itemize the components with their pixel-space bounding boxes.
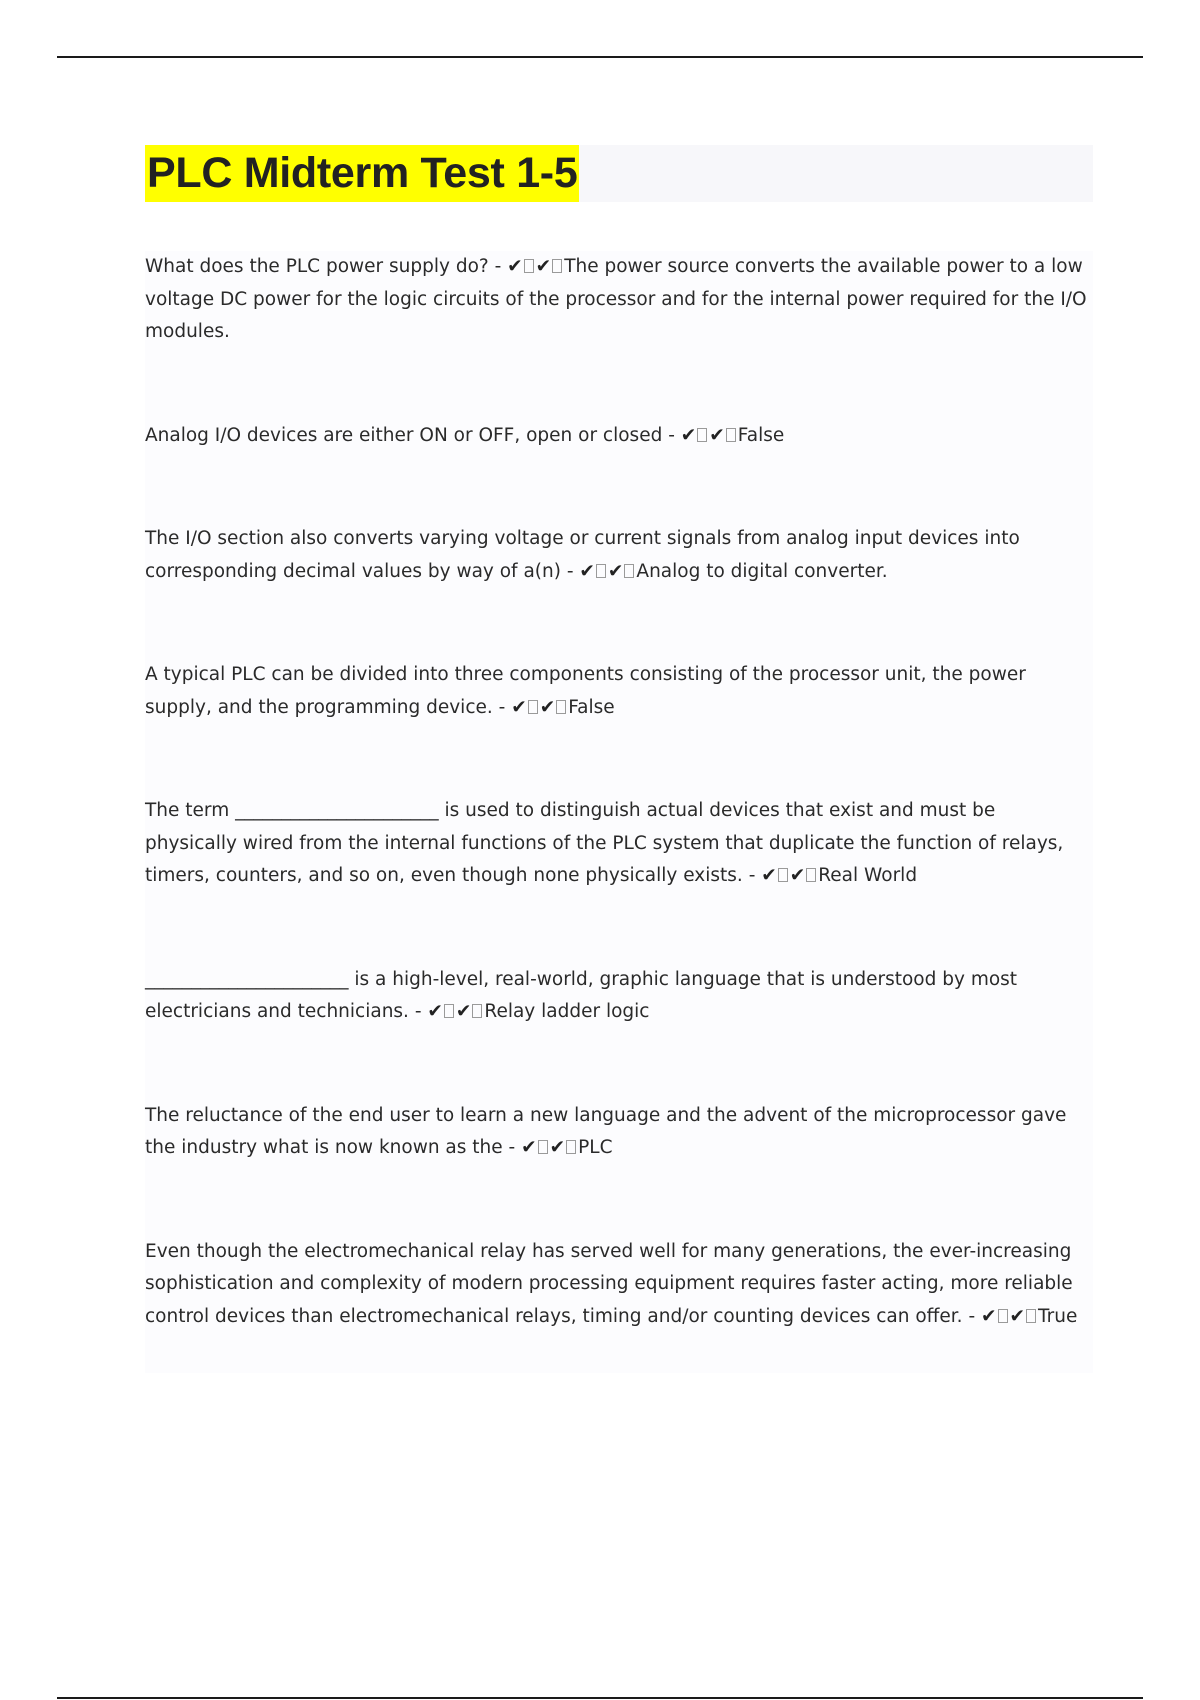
check-icon: ✔ xyxy=(535,256,552,277)
question-text: ______________________ is a high-level, real-world, graphic language that is understood by most electricians and technicians. xyxy=(145,968,1018,1022)
check-icon: ✔ xyxy=(680,424,697,446)
check-icon: ✔ xyxy=(427,1001,443,1022)
box-icon xyxy=(566,1140,576,1154)
box-icon xyxy=(472,1004,482,1018)
qa-item xyxy=(145,1100,1093,1165)
separator: - xyxy=(662,424,681,446)
box-icon xyxy=(552,259,562,273)
answer-text: False xyxy=(568,696,615,718)
separator: - xyxy=(962,1305,981,1327)
box-icon xyxy=(596,564,606,578)
box-icon xyxy=(806,868,816,882)
title-band xyxy=(145,145,1093,202)
separator: - xyxy=(560,560,580,582)
box-icon xyxy=(778,868,788,882)
question-text: A typical PLC can be divided into three components consisting of the processor unit, the power supply, and the programming device. xyxy=(145,664,1026,718)
answer-text: PLC xyxy=(578,1137,613,1158)
check-icon: ✔ xyxy=(579,560,595,582)
check-icon: ✔ xyxy=(507,256,523,277)
box-icon xyxy=(528,700,538,714)
qa-item xyxy=(145,1236,1093,1334)
check-icon: ✔ xyxy=(549,1137,566,1158)
check-icon: ✔ xyxy=(761,865,777,886)
box-icon xyxy=(1026,1309,1036,1323)
box-icon xyxy=(624,564,634,578)
check-icon: ✔ xyxy=(709,424,725,446)
separator: - xyxy=(742,865,762,886)
box-icon xyxy=(538,1140,548,1154)
qa-item xyxy=(145,420,1093,453)
question-text: The I/O section also converts varying voltage or current signals from analog input devices into corresponding decimal values by way of a(n) xyxy=(145,528,1020,582)
question-text: Even though the electromechanical relay has served well for many generations, the ever-increasing sophistication and complexity of modern processing equipment requires faster acting, more reliable control devices than electromechanical relays, timing and/or counting devices can offer. xyxy=(145,1240,1073,1327)
separator: - xyxy=(408,1001,428,1022)
page-content xyxy=(145,145,1093,1373)
top-rule xyxy=(57,56,1143,58)
check-icon: ✔ xyxy=(455,1001,472,1022)
box-icon xyxy=(726,428,736,442)
answer-text: False xyxy=(737,424,785,446)
check-icon: ✔ xyxy=(1009,1305,1026,1327)
answer-text: Real World xyxy=(818,865,918,886)
check-icon: ✔ xyxy=(981,1305,997,1327)
qa-item xyxy=(145,964,1093,1029)
separator: - xyxy=(492,696,512,718)
check-icon: ✔ xyxy=(607,560,624,582)
box-icon xyxy=(697,428,707,442)
separator: - xyxy=(488,256,508,277)
check-icon: ✔ xyxy=(521,1137,537,1158)
check-icon: ✔ xyxy=(539,696,556,718)
box-icon xyxy=(556,700,566,714)
answer-text: True xyxy=(1038,1305,1078,1327)
box-icon xyxy=(998,1309,1008,1323)
qa-item xyxy=(145,795,1093,893)
check-icon: ✔ xyxy=(789,865,806,886)
box-icon xyxy=(444,1004,454,1018)
qa-item xyxy=(145,251,1093,349)
box-icon xyxy=(524,259,534,273)
answer-text: Analog to digital converter. xyxy=(636,560,888,582)
qa-list xyxy=(145,251,1093,1373)
check-icon: ✔ xyxy=(511,696,527,718)
separator: - xyxy=(502,1137,522,1158)
question-text: The term ______________________ is used to distinguish actual devices that exist and must be physically wired from the internal functions of the PLC system that duplicate the function of relays, timers, counters, and so on, even though none physically exists. xyxy=(145,800,1064,886)
answer-text: The power source converts the available power to a low voltage DC power for the logic circuits of the processor and for the internal power required for the I/O modules. xyxy=(145,256,1087,342)
question-text: What does the PLC power supply do? xyxy=(145,256,489,277)
qa-item xyxy=(145,659,1093,724)
question-text: Analog I/O devices are either ON or OFF, open or closed xyxy=(145,424,663,446)
bottom-rule xyxy=(57,1697,1143,1699)
qa-item xyxy=(145,523,1093,588)
answer-text: Relay ladder logic xyxy=(484,1001,650,1022)
question-text: The reluctance of the end user to learn a new language and the advent of the microprocessor gave the industry what is now known as the xyxy=(145,1104,1067,1158)
page-title: PLC Midterm Test 1-5 xyxy=(145,145,579,202)
